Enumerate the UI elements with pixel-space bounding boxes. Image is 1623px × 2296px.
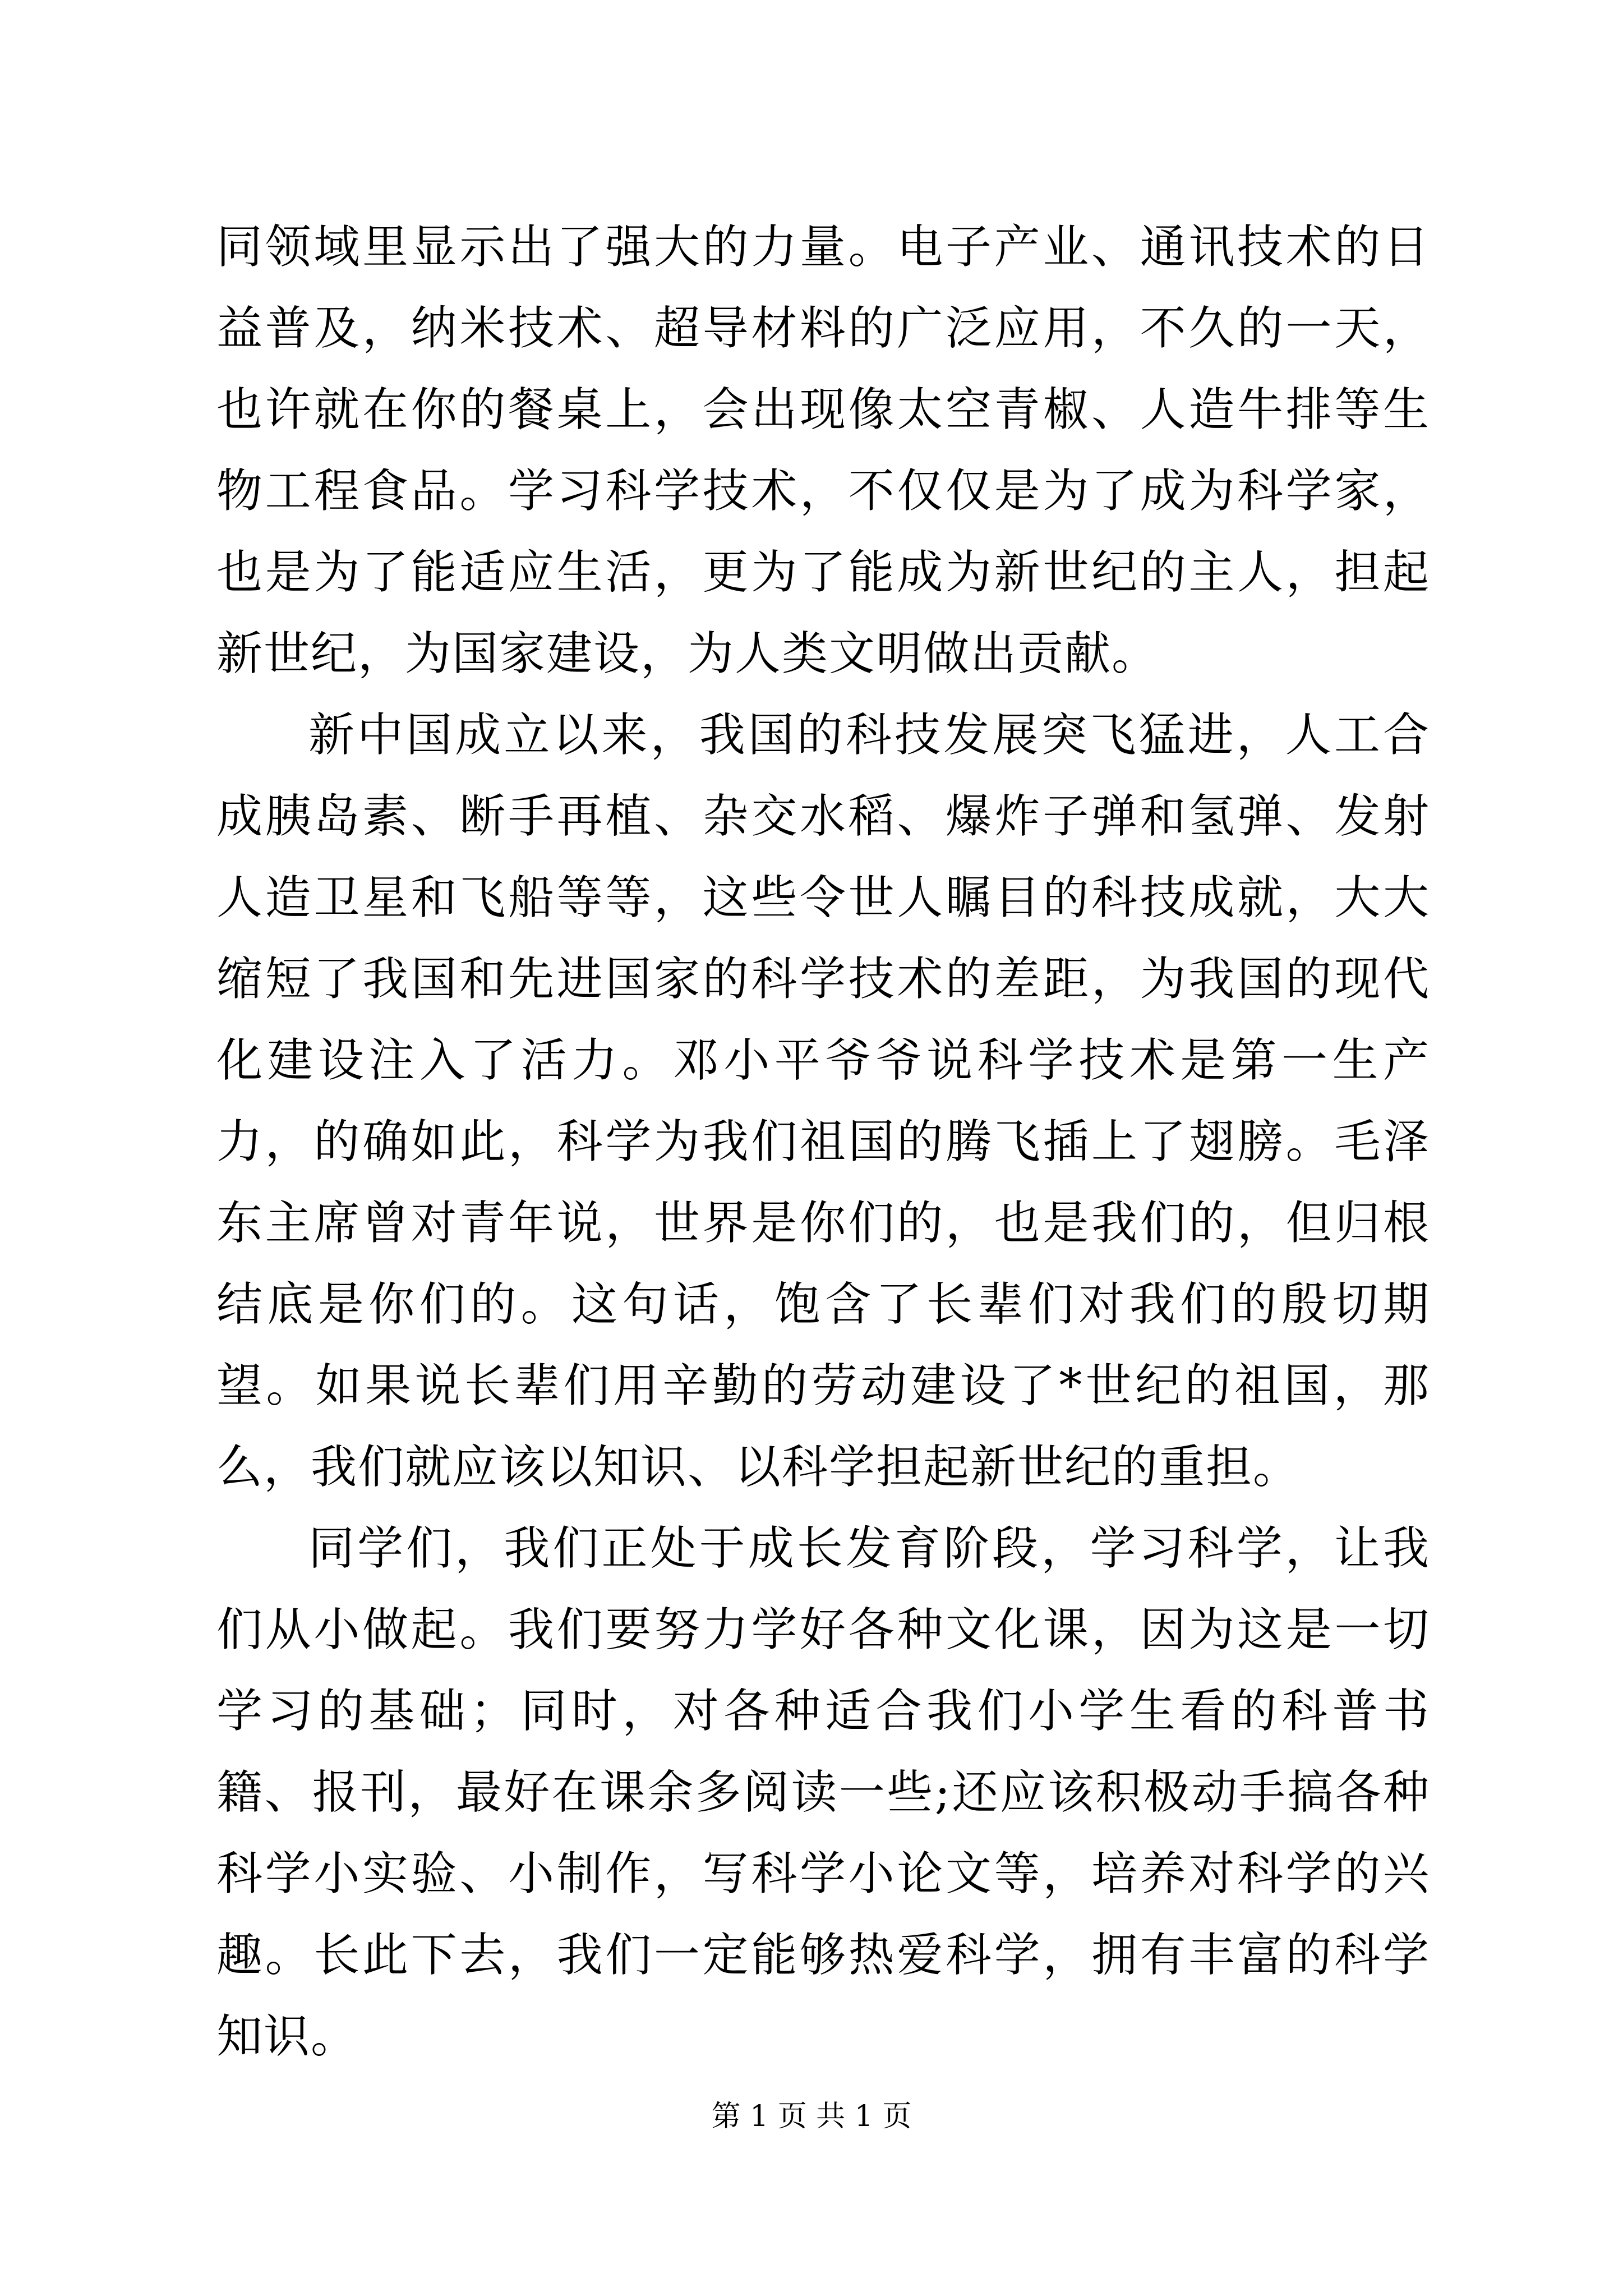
body-text [216,206,1430,2077]
paragraph-3: 同学们，我们正处于成长发育阶段，学习科学，让我们从小做起。我们要努力学好各种文化课，因为这是一切学习的基础；同时，对各种适合我们小学生看的科普书籍、报刊，最好在课余多阅读一些;还应该积极动手搞各种科学小实验、小制作，写科学小论文等，培养对科学的兴趣。长此下去，我们一定能够热爱科学，拥有丰富的科学知识。 [216,1522,1430,2063]
page-footer: 第 1 页 共 1 页 [711,2100,912,2133]
paragraph-1: 同领域里显示出了强大的力量。电子产业、通讯技术的日益普及，纳米技术、超导材料的广泛应用，不久的一天，也许就在你的餐桌上，会出现像太空青椒、人造牛排等生物工程食品。学习科学技术，不仅仅是为了成为科学家，也是为了能适应生活，更为了能成为新世纪的主人，担起新世纪，为国家建设，为人类文明做出贡献。 [216,220,1430,680]
paragraph-2: 新中国成立以来，我国的科技发展突飞猛进，人工合成胰岛素、断手再植、杂交水稻、爆炸子弹和氢弹、发射人造卫星和飞船等等，这些令世人瞩目的科技成就，大大缩短了我国和先进国家的科学技术的差距，为我国的现代化建设注入了活力。邓小平爷爷说科学技术是第一生产力，的确如此，科学为我们祖国的腾飞插上了翅膀。毛泽东主席曾对青年说，世界是你们的，也是我们的，但归根结底是你们的。这句话，饱含了长辈们对我们的殷切期望。如果说长辈们用辛勤的劳动建设了*世纪的祖国，那么，我们就应该以知识、以科学担起新世纪的重担。 [216,708,1430,1494]
